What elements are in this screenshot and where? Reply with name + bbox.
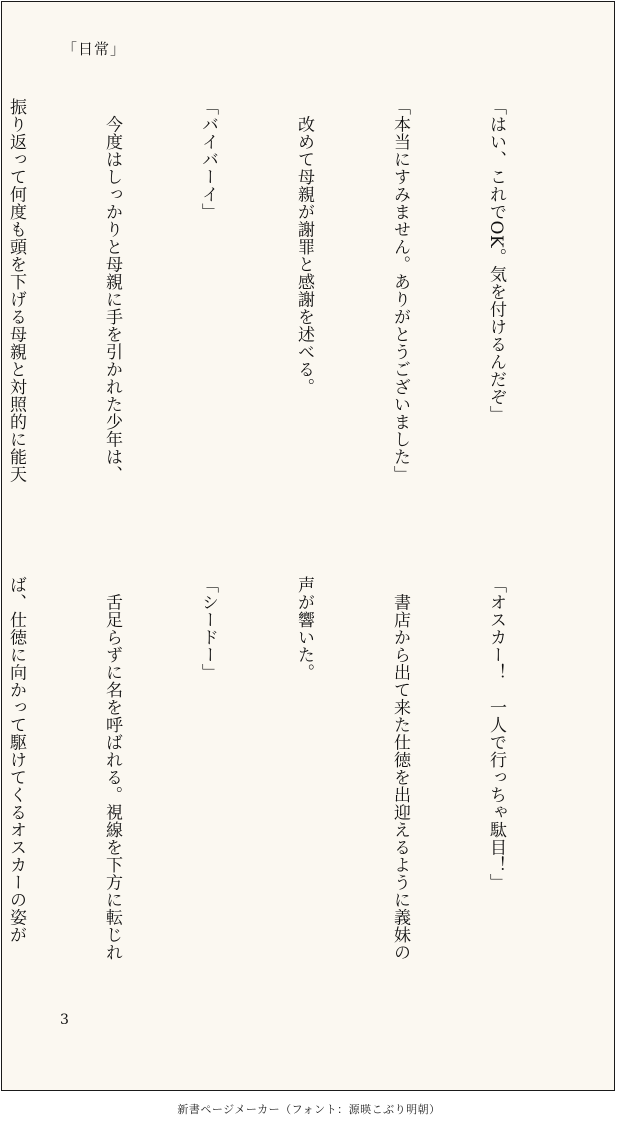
- book-page: [1, 1, 615, 1091]
- text-line: 「本当にすみません。ありがとうございました」: [390, 98, 410, 483]
- text-line: 「オスカー！ 一人で行っちゃ駄目！」: [486, 576, 506, 891]
- text-line: 書店から出て来た仕徳を出迎えるように義妹の: [390, 576, 410, 961]
- footer-credit: 新書ページメーカー（フォント：源暎こぶり明朝）: [177, 1103, 441, 1116]
- text-line: 声が響いた。: [294, 576, 314, 681]
- top-text-block: [0, 98, 576, 528]
- text-line: 「バイバーイ」: [198, 98, 218, 221]
- text-line: 「シードー」: [198, 576, 218, 681]
- text-line: 今度はしっかりと母親に手を引かれた少年は、: [102, 98, 122, 483]
- bottom-text-block: [0, 576, 576, 1006]
- text-line: 改めて母親が謝罪と感謝を述べる。: [294, 98, 314, 396]
- text-line: 振り返って何度も頭を下げる母親と対照的に能天: [6, 98, 26, 483]
- text-line: 「はい、これでOK。気を付けるんだぞ」: [486, 98, 506, 424]
- text-line: ば、仕徳に向かって駆けてくるオスカーの姿が: [6, 576, 26, 944]
- text-line: 舌足らずに名を呼ばれる。視線を下方に転じれ: [102, 576, 122, 961]
- chapter-header: 「日常」: [62, 40, 127, 58]
- page-number: 3: [60, 1012, 69, 1028]
